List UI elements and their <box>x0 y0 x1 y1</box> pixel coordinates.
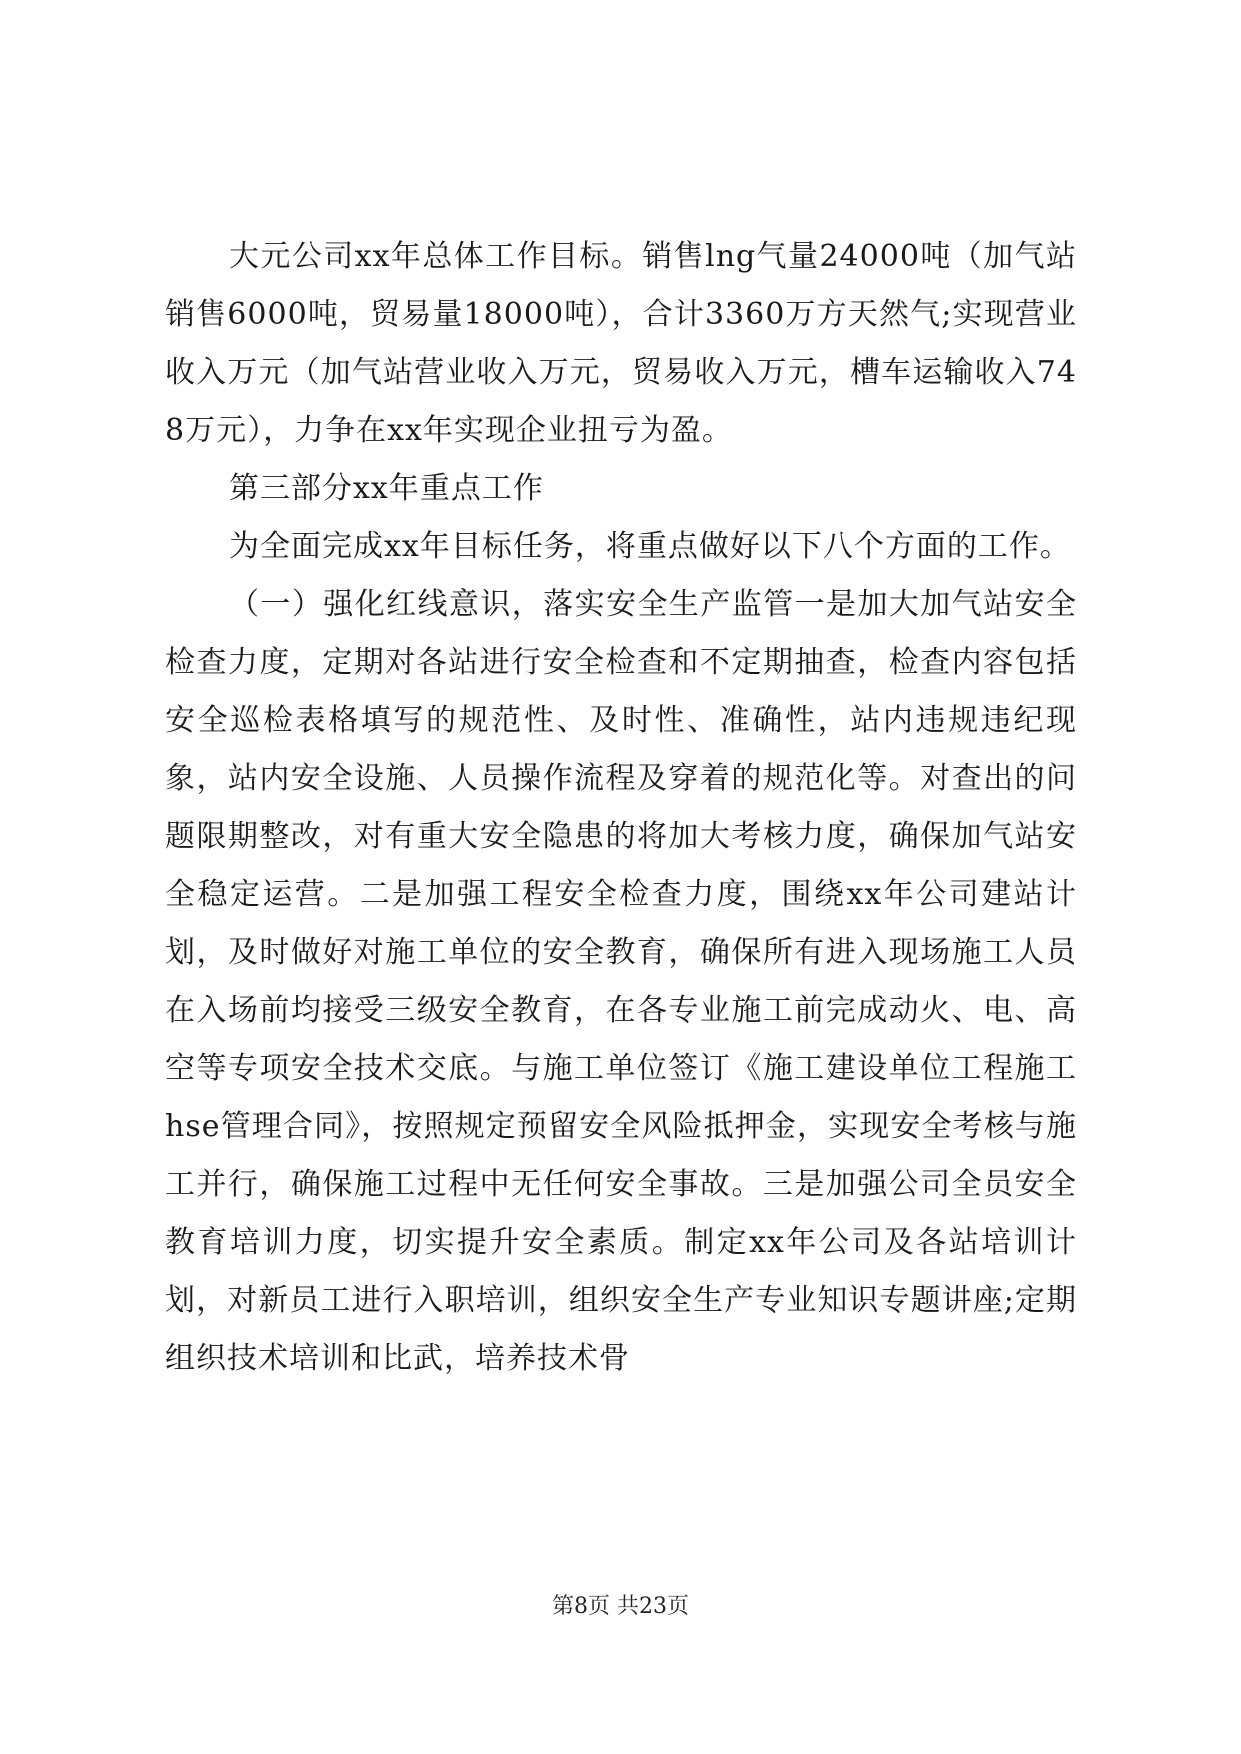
page-footer: 第8页 共23页 <box>552 1594 689 1619</box>
paragraph-annual-targets: 大元公司xx年总体工作目标。销售lng气量24000吨（加气站销售6000吨，贸易量18000吨），合计3360万方天然气;实现营业收入万元（加气站营业收入万元，贸易收入万元，槽车运输收入748万元），力争在xx年实现企业扭亏为盈。 <box>165 239 1077 448</box>
paragraph-intro-eight-tasks: 为全面完成xx年目标任务，将重点做好以下八个方面的工作。 <box>229 529 1071 564</box>
paragraph-safety-supervision: （一）强化红线意识，落实安全生产监管一是加大加气站安全检查力度，定期对各站进行安全检查和不定期抽查，检查内容包括安全巡检表格填写的规范性、及时性、准确性，站内违规违纪现象，站内安全设施、人员操作流程及穿着的规范化等。对查出的问题限期整改，对有重大安全隐患的将加大考核力度，确保加气站安全稳定运营。二是加强工程安全检查力度，围绕xx年公司建站计划，及时做好对施工单位的安全教育，确保所有进入现场施工人员在入场前均接受三级安全教育，在各专业施工前完成动火、电、高空等专项安全技术交底。与施工单位签订《施工建设单位工程施工hse管理合同》，按照规定预留安全风险抵押金，实现安全考核与施工并行，确保施工过程中无任何安全事故。三是加强公司全员安全教育培训力度，切实提升安全素质。制定xx年公司及各站培训计划，对新员工进行入职培训，组织安全生产专业知识专题讲座;定期组织技术培训和比武，培养技术骨 <box>165 587 1077 1376</box>
section-heading-part-three: 第三部分xx年重点工作 <box>229 471 544 506</box>
document-body <box>165 228 1077 1388</box>
